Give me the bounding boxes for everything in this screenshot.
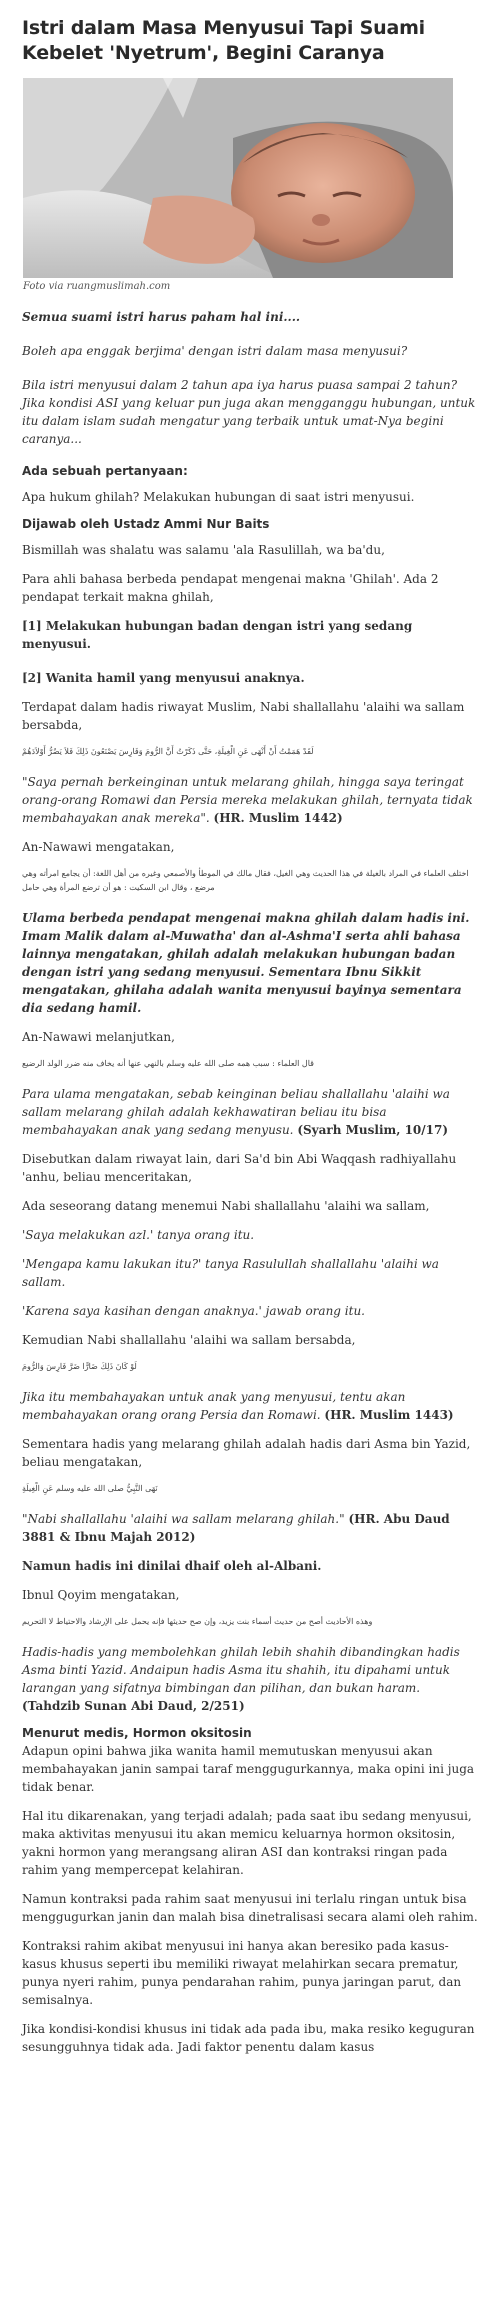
hadith-1 [22,773,481,827]
baby-photo-illustration [23,78,453,278]
point-1: [1] Melakukan hubungan badan dengan istri yang sedang menyusui. [22,619,413,651]
azl-paragraph: 'Saya melakukan azl.' tanya orang itu. [22,1228,255,1242]
para-ulama-reference: (Syarh Muslim, 10/17) [297,1123,449,1137]
intro-paragraph-2: Bila istri menyusui dalam 2 tahun apa iya harus puasa sampai 2 tahun? Jika kondisi ASI yang keluar pun juga akan mengganggu hubungan, untuk itu dalam islam sudah mengatur yang terbaik untuk umat-Nya begini caranya... [22,378,476,446]
hadis-italic-text: Hadis-hadis yang membolehkan ghilah lebih shahih dibandingkan hadis Asma binti Yazid. Andaipun hadis Asma itu shahih, itu dipahami untuk larangan yang sifatnya bimbingan dan pilihan, dan bukan haram. [22,1645,460,1695]
ibnul-qoyim-paragraph: Ibnul Qoyim mengatakan, [22,1588,180,1602]
answer-heading: Dijawab oleh Ustadz Ammi Nur Baits [22,517,270,531]
arabic-text-2: اختلف العلماء في المراد بالغيلة في هذا الحديث وهي الغيل، فقال مالك في الموطأ والأصمعي وغيره من أهل اللغة: أن يجامع امرأته وهي مرضع ، وقال ابن السكيت : هو أن ترضع المرأة وهي حامل [22,869,469,892]
arabic-text-4: لَوْ كَانَ ذَلِكَ ضَارًّا ضَرَّ فَارِسَ وَالرُّومَ [22,1362,137,1371]
hadith-1-text: "Saya pernah berkeinginan untuk melarang ghilah, hingga saya teringat orang-orang Romawi dan Persia mereka melakukan ghilah, ternyata tidak membahayakan anak mereka". [22,775,473,825]
jika-paragraph: Jika kondisi-kondisi khusus ini tidak ada pada ibu, maka resiko keguguran sesungguhnya tidak ada. Jadi faktor penentu dalam kasus [22,2022,475,2054]
kontraksi-paragraph: Kontraksi rahim akibat menyusui ini hanya akan beresiko pada kasus-kasus khusus seperti ibu memiliki riwayat melahirkan secara prematur, punya nyeri rahim, punya pendarahan rahim, punya jaringan parut, dan semisalnya. [22,1939,462,2007]
lead-text: Semua suami istri harus paham hal ini.... [22,310,301,324]
hadith-1-reference: (HR. Muslim 1442) [213,811,343,825]
article-title: Istri dalam Masa Menyusui Tapi Suami Kebelet 'Nyetrum', Begini Caranya [22,17,425,64]
hadis-italic-reference: (Tahdzib Sunan Abi Daud, 2/251) [22,1699,245,1713]
ulama-bold-paragraph: Ulama berbeda pendapat mengenai makna ghilah dalam hadis ini. Imam Malik dalam al-Muwatha' dan al-Ashma'I serta ahli bahasa lainnya mengatakan, ghilah adalah melakukan hubungan badan dengan istri yang sedang menyusui. Sementara Ibnu Sikkit mengatakan, ghilaha adalah wanita menyusui bayinya sementara dia sedang hamil. [22,911,470,1015]
karena-paragraph: 'Karena saya kasihan dengan anaknya.' jawab orang itu. [22,1304,365,1318]
hadith-3-reference: (HR. Abu Daud 3881 & Ibnu Majah 2012) [22,1512,450,1544]
point-2: [2] Wanita hamil yang menyusui anaknya. [22,671,305,685]
para-ulama-text: Para ulama mengatakan, sebab keinginan beliau shallallahu 'alaihi wa sallam melarang ghilah adalah kekhawatiran beliau itu bisa membahayakan anak yang sedang menyusu. [22,1087,450,1137]
intro-paragraph-1: Boleh apa enggak berjima' dengan istri dalam masa menyusui? [22,344,408,358]
arabic-text-1: لَقَدْ هَمَمْتُ أَنْ أَنْهَى عَنِ الْغِيلَةِ، حَتَّى ذَكَرْتُ أَنَّ الرُّومَ وَفَارِسَ يَصْنَعُونَ ذَلِكَ فَلاَ يَضُرُّ أَوْلاَدَهُمْ [22,747,314,756]
namun-kontraksi-paragraph: Namun kontraksi pada rahim saat menyusui ini terlalu ringan untuk bisa menggugurkan janin dan malah bisa dinetralisasi secara alami oleh rahim. [22,1892,478,1924]
kemudian-paragraph: Kemudian Nabi shallallahu 'alaihi wa sallam bersabda, [22,1333,356,1347]
hadith-2-text: Jika itu membahayakan untuk anak yang menyusui, tentu akan membahayakan orang orang Persia dan Romawi. [22,1390,406,1422]
article-image-baby [23,78,453,278]
sementara-paragraph: Sementara hadis yang melarang ghilah adalah hadis dari Asma bin Yazid, beliau mengatakan, [22,1437,471,1469]
para-ulama-paragraph [22,1085,481,1139]
question-text: Apa hukum ghilah? Melakukan hubungan di saat istri menyusui. [22,490,415,504]
medis-heading: Menurut medis, Hormon oksitosin [22,1726,252,1740]
para-ahli-paragraph: Para ahli bahasa berbeda pendapat mengenai makna 'Ghilah'. Ada 2 pendapat terkait makna ghilah, [22,572,439,604]
mengapa-paragraph: 'Mengapa kamu lakukan itu?' tanya Rasulullah shallallahu 'alaihi wa sallam. [22,1257,439,1289]
bismillah-paragraph: Bismillah was shalatu was salamu 'ala Rasulillah, wa ba'du, [22,543,385,557]
arabic-text-5: نَهَى النَّبِيُّ صلى الله عليه وسلم عَنِ الْغِيلَةِ [22,1484,158,1493]
hal-itu-paragraph: Hal itu dikarenakan, yang terjadi adalah; pada saat ibu sedang menyusui, maka aktivitas menyusui itu akan memicu keluarnya hormon oksitosin, yakni hormon yang merangsang aliran ASI dan kontraksi ringan pada rahim yang mempercepat kelahiran. [22,1809,472,1877]
question-heading: Ada sebuah pertanyaan: [22,464,188,478]
nawawi-paragraph-2: An-Nawawi melanjutkan, [22,1030,175,1044]
ada-seseorang-paragraph: Ada seseorang datang menemui Nabi shallallahu 'alaihi wa sallam, [22,1199,430,1213]
hadith-3-text: "Nabi shallallahu 'alaihi wa sallam melarang ghilah." [22,1512,345,1526]
adapun-paragraph: Adapun opini bahwa jika wanita hamil memutuskan menyusui akan membahayakan janin sampai taraf menggugurkannya, maka opini ini juga tidak benar. [22,1744,475,1794]
namun-bold-paragraph: Namun hadis ini dinilai dhaif oleh al-Albani. [22,1559,322,1573]
disebutkan-paragraph: Disebutkan dalam riwayat lain, dari Sa'd bin Abi Waqqash radhiyallahu 'anhu, beliau menceritakan, [22,1152,457,1184]
hadith-3 [22,1510,481,1546]
hadis-italic-paragraph [22,1643,481,1715]
hadith-2 [22,1388,481,1424]
hadith-2-reference: (HR. Muslim 1443) [324,1408,454,1422]
terdapat-paragraph: Terdapat dalam hadis riwayat Muslim, Nabi shallallahu 'alaihi wa sallam bersabda, [22,700,465,732]
image-caption: Foto via ruangmuslimah.com [23,281,171,292]
nawawi-paragraph-1: An-Nawawi mengatakan, [22,840,175,854]
arabic-text-6: وهذه الأحاديث أصح من حديث أسماء بنت يزيد، وإن صح حديثها فإنه يحمل على الإرشاد والاحتياط لا التحريم [22,1617,373,1626]
arabic-text-3: قال العلماء : سبب همه صلى الله عليه وسلم بالنهي عنها أنه يخاف منه ضرر الولد الرضيع [22,1059,314,1068]
